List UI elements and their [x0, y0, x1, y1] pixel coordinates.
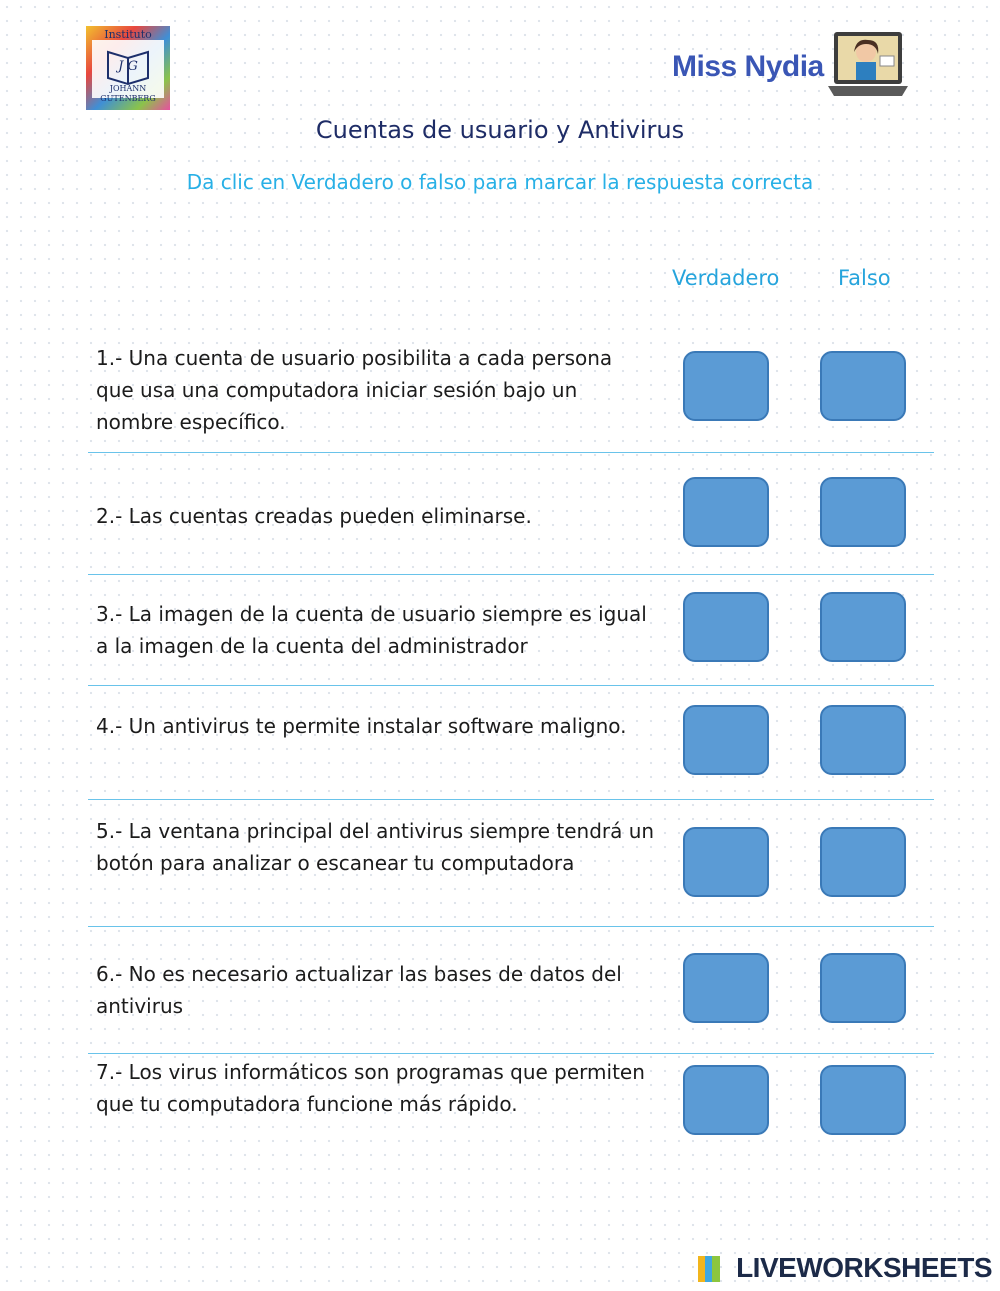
question-text-5: 5.- La ventana principal del antivirus siempre tendrá un botón para analizar o escanear tu computadora — [96, 819, 655, 875]
column-header-falso: Falso — [838, 266, 891, 290]
answer-false-box-2[interactable] — [820, 477, 906, 547]
answer-false-box-4[interactable] — [820, 705, 906, 775]
answer-true-box-5[interactable] — [683, 827, 769, 897]
answer-false-box-5[interactable] — [820, 827, 906, 897]
question-text-6: 6.- No es necesario actualizar las bases de datos del antivirus — [96, 962, 622, 1018]
answer-true-box-3[interactable] — [683, 592, 769, 662]
question-text-1: 1.- Una cuenta de usuario posibilita a cada persona que usa una computadora iniciar sesión bajo un nombre específico. — [96, 346, 613, 434]
row-divider — [88, 799, 934, 800]
answer-true-box-1[interactable] — [683, 351, 769, 421]
row-divider — [88, 685, 934, 686]
answer-true-box-7[interactable] — [683, 1065, 769, 1135]
answer-false-box-7[interactable] — [820, 1065, 906, 1135]
answer-true-box-4[interactable] — [683, 705, 769, 775]
row-divider — [88, 574, 934, 575]
liveworksheets-logo-icon — [698, 1256, 720, 1282]
row-divider — [88, 452, 934, 453]
row-divider — [88, 926, 934, 927]
institute-logo — [86, 26, 170, 110]
teacher-avatar-laptop-icon — [828, 30, 908, 104]
column-header-verdadero: Verdadero — [672, 266, 780, 290]
logo-line-gutenberg: GUTENBERG — [100, 94, 156, 103]
answer-false-box-3[interactable] — [820, 592, 906, 662]
answer-true-box-2[interactable] — [683, 477, 769, 547]
row-divider — [88, 1053, 934, 1054]
instructions: Da clic en Verdadero o falso para marcar la respuesta correcta — [186, 170, 814, 194]
answer-false-box-6[interactable] — [820, 953, 906, 1023]
brand-name: Miss Nydia — [672, 50, 824, 83]
question-text-4: 4.- Un antivirus te permite instalar software maligno. — [96, 714, 627, 738]
page-title: Cuentas de usuario y Antivirus — [315, 116, 685, 144]
answer-false-box-1[interactable] — [820, 351, 906, 421]
logo-line-johann: JOHANN — [109, 84, 147, 93]
answer-true-box-6[interactable] — [683, 953, 769, 1023]
question-text-7: 7.- Los virus informáticos son programas que permiten que tu computadora funcione más rápido. — [96, 1060, 645, 1116]
question-text-2: 2.- Las cuentas creadas pueden eliminarse. — [96, 504, 532, 528]
question-text-3: 3.- La imagen de la cuenta de usuario siempre es igual a la imagen de la cuenta del administrador — [96, 602, 647, 658]
logo-line-instituto: Instituto — [104, 28, 152, 41]
logo-initials: J G — [118, 59, 138, 74]
footer-brand: LIVEWORKSHEETS — [736, 1252, 992, 1283]
